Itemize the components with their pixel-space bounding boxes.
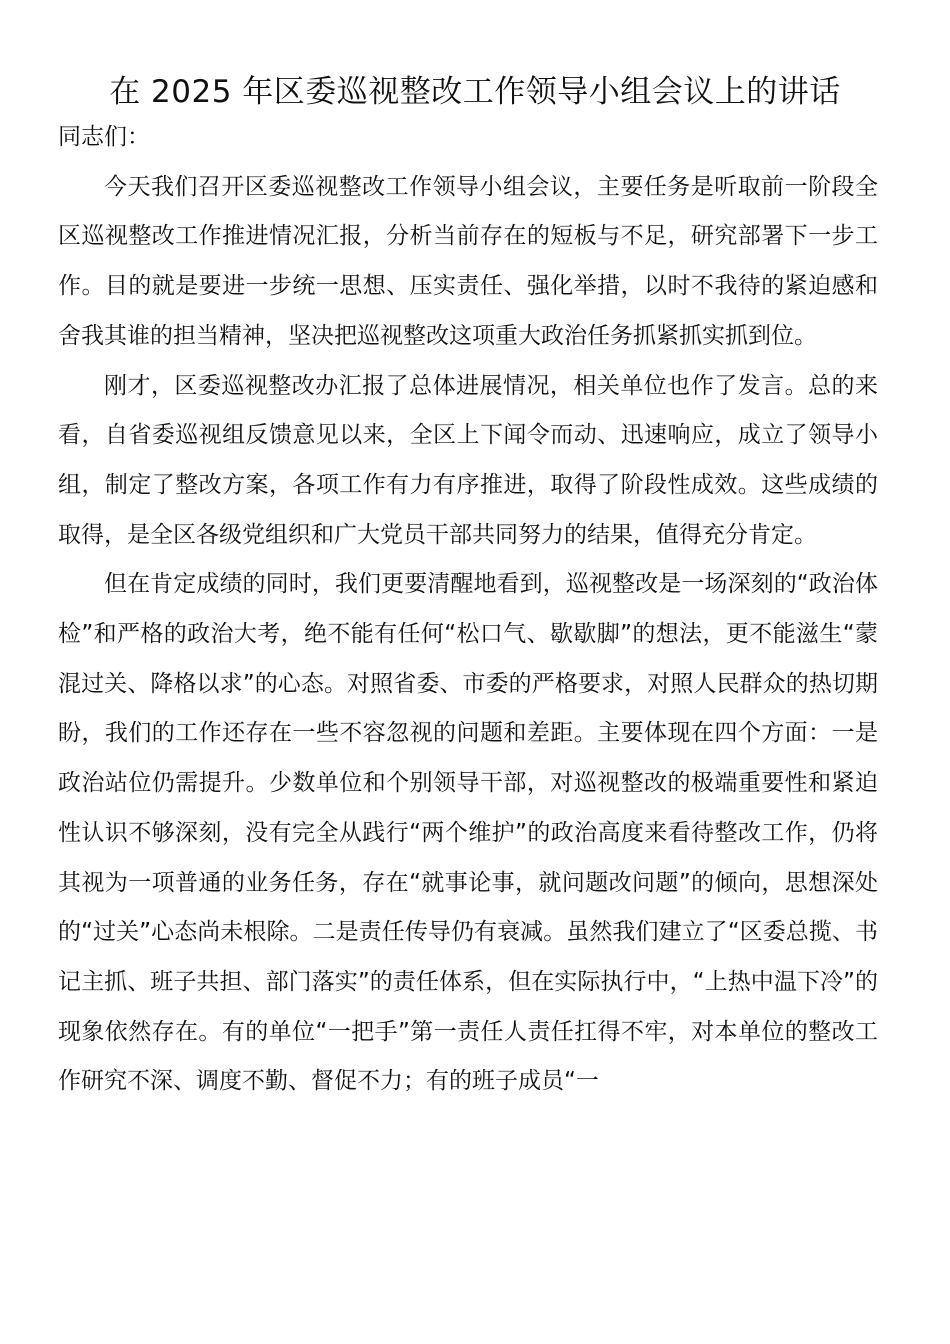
- speech-title: 在 2025 年区委巡视整改工作领导小组会议上的讲话: [109, 74, 841, 110]
- speech-body: [58, 113, 878, 1107]
- paragraph: 今天我们召开区委巡视整改工作领导小组会议，主要任务是听取前一阶段全区巡视整改工作推进情况汇报，分析当前存在的短板与不足，研究部署下一步工作。目的就是要进一步统一思想、压实责任、强化举措，以时不我待的紧迫感和舍我其谁的担当精神，坚决把巡视整改这项重大政治任务抓紧抓实抓到位。: [58, 173, 878, 349]
- paragraph: 刚才，区委巡视整改办汇报了总体进展情况，相关单位也作了发言。总的来看，自省委巡视组反馈意见以来，全区上下闻令而动、迅速响应，成立了领导小组，制定了整改方案，各项工作有力有序推进，取得了阶段性成效。这些成绩的取得，是全区各级党组织和广大党员干部共同努力的结果，值得充分肯定。: [58, 372, 878, 548]
- paragraph: 但在肯定成绩的同时，我们更要清醒地看到，巡视整改是一场深刻的“政治体检”和严格的政治大考，绝不能有任何“松口气、歇歇脚”的想法，更不能滋生“蒙混过关、降格以求”的心态。对照省委、市委的严格要求，对照人民群众的热切期盼，我们的工作还存在一些不容忽视的问题和差距。主要体现在四个方面：一是政治站位仍需提升。少数单位和个别领导干部，对巡视整改的极端重要性和紧迫性认识不够深刻，没有完全从践行“两个维护”的政治高度来看待整改工作，仍将其视为一项普通的业务任务，存在“就事论事，就问题改问题”的倾向，思想深处的“过关”心态尚未根除。二是责任传导仍有衰减。虽然我们建立了“区委总揽、书记主抓、班子共担、部门落实”的责任体系，但在实际执行中，“上热中温下冷”的现象依然存在。有的单位“一把手”第一责任人责任扛得不牢，对本单位的整改工作研究不深、调度不勤、督促不力；有的班子成员“一: [58, 571, 878, 1095]
- greeting: 同志们：: [58, 124, 150, 150]
